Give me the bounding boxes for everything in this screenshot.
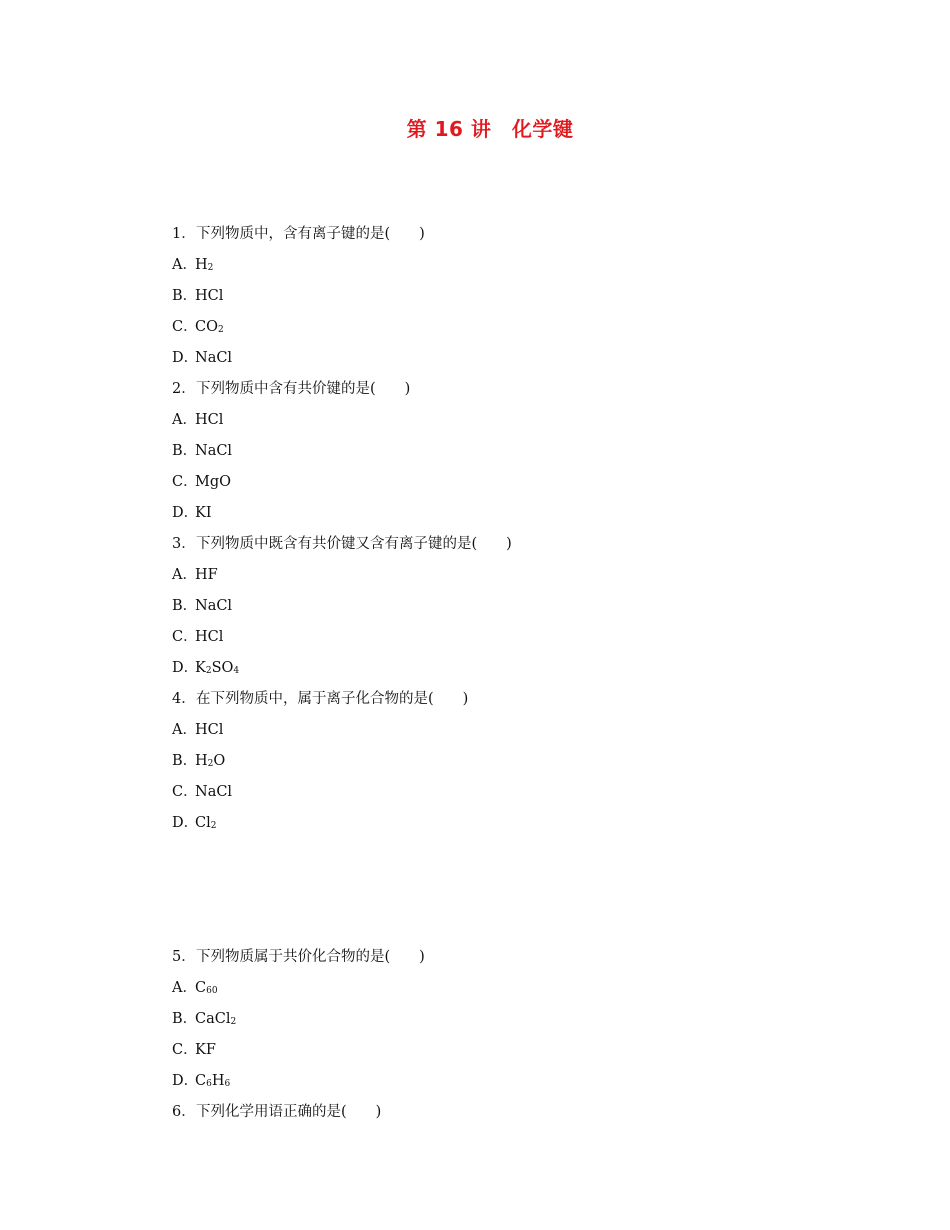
option-letter: D． xyxy=(172,350,199,366)
option-letter: C． xyxy=(172,784,198,800)
option-a[interactable]: A．HF xyxy=(172,564,792,595)
option-letter: A． xyxy=(172,567,197,583)
option-letter: D． xyxy=(172,660,199,676)
option-letter: C． xyxy=(172,319,198,335)
option-a[interactable]: A．HCl xyxy=(172,719,792,750)
question-text: 下列物质中含有共价键的是( ) xyxy=(196,381,411,397)
question-number: 3． xyxy=(172,536,196,552)
question-stem xyxy=(172,688,792,719)
question-text: 下列物质属于共价化合物的是( ) xyxy=(196,949,425,965)
option-letter: A． xyxy=(172,257,197,273)
question-text: 下列物质中，含有离子键的是( ) xyxy=(196,226,425,242)
option-letter: C． xyxy=(172,629,198,645)
question-list xyxy=(172,223,792,1132)
question-text: 在下列物质中，属于离子化合物的是( ) xyxy=(196,691,469,707)
question-stem xyxy=(172,1101,792,1132)
question-number: 2． xyxy=(172,381,196,397)
section-spacer xyxy=(172,843,792,946)
option-c[interactable]: C．HCl xyxy=(172,626,792,657)
question-text: 下列化学用语正确的是( ) xyxy=(196,1104,382,1120)
option-d[interactable]: D．$Cl_2$ xyxy=(172,812,792,843)
option-b[interactable]: B．$H_2O$ xyxy=(172,750,792,781)
option-c[interactable]: C．MgO xyxy=(172,471,792,502)
option-letter: B． xyxy=(172,753,198,769)
option-letter: A． xyxy=(172,412,197,428)
option-b[interactable]: B．NaCl xyxy=(172,595,792,626)
question-stem xyxy=(172,223,792,254)
question-stem xyxy=(172,378,792,409)
option-d[interactable]: D．KI xyxy=(172,502,792,533)
option-c[interactable]: C．NaCl xyxy=(172,781,792,812)
option-c[interactable]: C．KF xyxy=(172,1039,792,1070)
option-d[interactable]: D．NaCl xyxy=(172,347,792,378)
question-number: 1． xyxy=(172,226,196,242)
option-letter: B． xyxy=(172,1011,198,1027)
option-letter: B． xyxy=(172,288,198,304)
option-letter: C． xyxy=(172,1042,198,1058)
option-letter: A． xyxy=(172,980,197,996)
option-d[interactable]: D．$K_2SO_4$ xyxy=(172,657,792,688)
question-number: 5． xyxy=(172,949,196,965)
option-b[interactable]: B．CaCl$_2$ xyxy=(172,1008,792,1039)
question-number: 4． xyxy=(172,691,196,707)
option-a[interactable]: A．HCl xyxy=(172,409,792,440)
question-stem xyxy=(172,946,792,977)
option-letter: C． xyxy=(172,474,198,490)
option-a[interactable]: A．$H_2$ xyxy=(172,254,792,285)
option-a[interactable]: A．$C_{60}$ xyxy=(172,977,792,1008)
option-letter: B． xyxy=(172,598,198,614)
page-title: 第 16 讲 化学键 xyxy=(406,117,574,141)
option-c[interactable]: C．$CO_2$ xyxy=(172,316,792,347)
question-stem xyxy=(172,533,792,564)
option-b[interactable]: B．NaCl xyxy=(172,440,792,471)
question-text: 下列物质中既含有共价键又含有离子键的是( ) xyxy=(196,536,512,552)
option-letter: D． xyxy=(172,815,199,831)
question-number: 6． xyxy=(172,1104,196,1120)
option-d[interactable]: D．$C_6H_6$ xyxy=(172,1070,792,1101)
option-letter: B． xyxy=(172,443,198,459)
option-b[interactable]: B．HCl xyxy=(172,285,792,316)
option-letter: A． xyxy=(172,722,197,738)
option-letter: D． xyxy=(172,1073,199,1089)
option-letter: D． xyxy=(172,505,199,521)
